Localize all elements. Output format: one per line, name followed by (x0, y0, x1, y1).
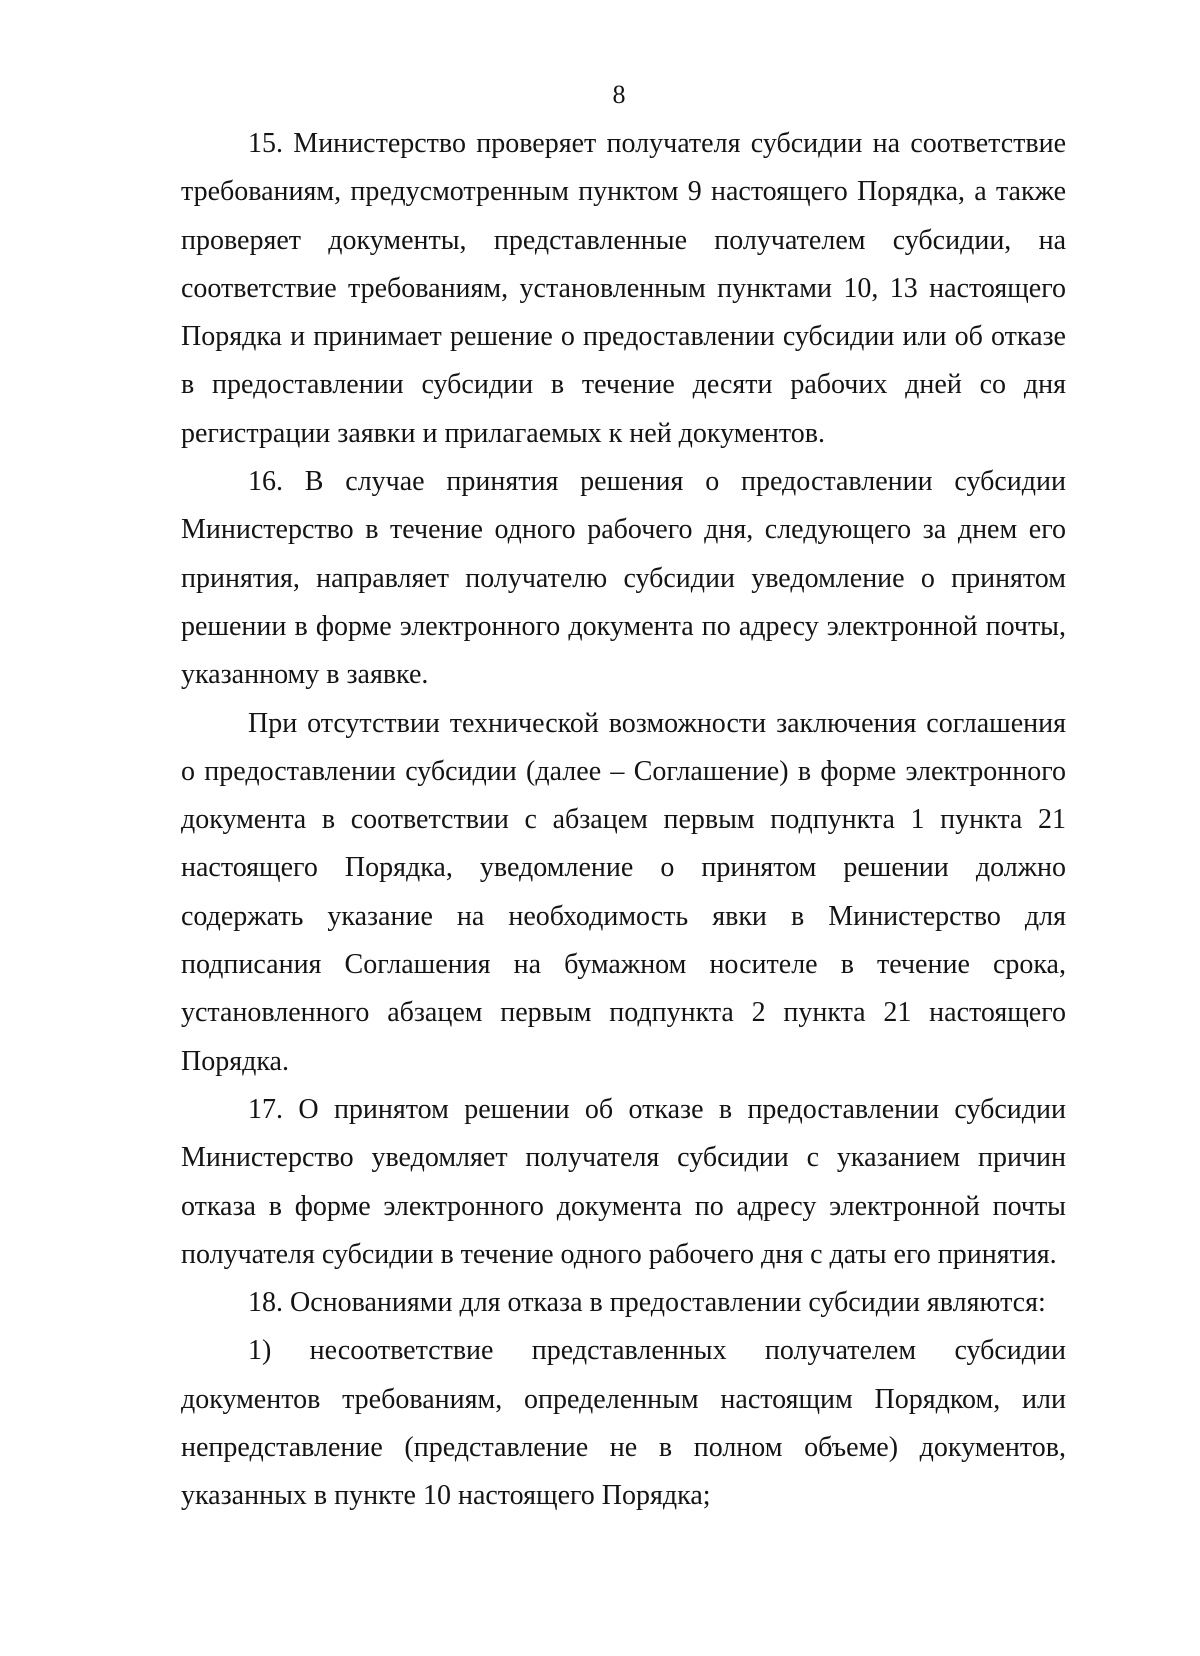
page-number: 8 (612, 80, 626, 109)
paragraph-18-item-1: 1) несоответствие представленных получателем субсидии документов требованиям, определенным настоящим Порядком, или непредставление (представление не в полном объеме) документов, указанных в пункте 10 настоящего Порядка; (181, 1335, 1066, 1512)
document-body (181, 120, 1066, 1521)
paragraph-16: 16. В случае принятия решения о предоставлении субсидии Министерство в течение одного рабочего дня, следующего за днем его принятия, направляет получателю субсидии уведомление о принятом решении в форме электронного документа по адресу электронной почты, указанному в заявке. (181, 466, 1066, 691)
paragraph-18: 18. Основаниями для отказа в предоставлении субсидии являются: (248, 1287, 1046, 1319)
paragraph-15: 15. Министерство проверяет получателя субсидии на соответствие требованиям, предусмотренным пунктом 9 настоящего Порядка, а также проверяет документы, представленные получателем субсидии, на соответствие требованиям, установленным пунктами 10, 13 настоящего Порядка и принимает решение о предоставлении субсидии или об отказе в предоставлении субсидии в течение десяти рабочих дней со дня регистрации заявки и прилагаемых к ней документов. (181, 128, 1066, 449)
paragraph-16-agreement: При отсутствии технической возможности заключения соглашения о предоставлении субсидии (далее – Соглашение) в форме электронного документа в соответствии с абзацем первым подпункта 1 пункта 21 настоящего Порядка, уведомление о принятом решении должно содержать указание на необходимость явки в Министерство для подписания Соглашения на бумажном носителе в течение срока, установленного абзацем первым подпункта 2 пункта 21 настоящего Порядка. (181, 707, 1066, 1077)
paragraph-17: 17. О принятом решении об отказе в предоставлении субсидии Министерство уведомляет получателя субсидии с указанием причин отказа в форме электронного документа по адресу электронной почты получателя субсидии в течение одного рабочего дня с даты его принятия. (181, 1093, 1066, 1270)
